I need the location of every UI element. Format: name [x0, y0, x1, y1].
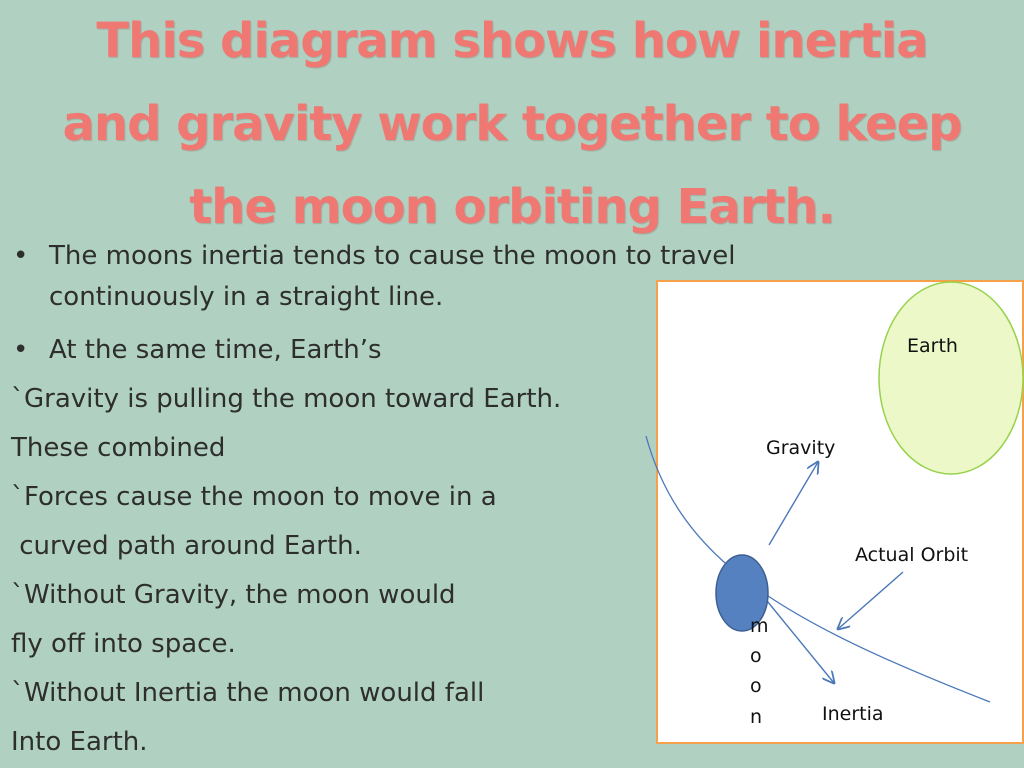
- bullet-marker: •: [13, 335, 29, 365]
- bullet-1-text: The moons inertia tends to cause the moon to travel: [49, 241, 736, 271]
- bullet-2-text: At the same time, Earth’s: [49, 335, 382, 365]
- earth-circle: [879, 282, 1023, 474]
- gravity-arrow: [769, 462, 818, 545]
- moon-letter: n: [750, 706, 763, 728]
- text-line-6: curved path around Earth.: [11, 531, 362, 561]
- inertia-label: Inertia: [822, 703, 884, 725]
- text-line-7: `Without Gravity, the moon would: [11, 580, 456, 610]
- title-line-3: the moon orbiting Earth.: [189, 179, 835, 235]
- moon-letter: m: [750, 615, 769, 637]
- text-line-9: `Without Inertia the moon would fall: [11, 678, 485, 708]
- text-line-4: These combined: [11, 433, 226, 463]
- actual-orbit-arrow: [838, 572, 903, 629]
- moon-letter: o: [750, 675, 762, 697]
- actual-orbit-label: Actual Orbit: [855, 544, 969, 566]
- orbit-path: [646, 436, 990, 702]
- title-line-1: This diagram shows how inertia: [96, 13, 928, 69]
- text-line-8: fly off into space.: [11, 629, 236, 659]
- text-line-5: `Forces cause the moon to move in a: [11, 482, 497, 512]
- moon-label: [750, 615, 769, 728]
- text-line-3: `Gravity is pulling the moon toward Earth.: [11, 384, 562, 414]
- bullet-marker: •: [13, 241, 29, 271]
- title-line-2: and gravity work together to keep: [62, 96, 962, 152]
- bullet-1-continuation: continuously in a straight line.: [49, 282, 444, 312]
- inertia-arrow: [763, 596, 834, 683]
- moon-letter: o: [750, 645, 762, 667]
- text-line-10: Into Earth.: [11, 727, 148, 757]
- earth-label: Earth: [907, 335, 958, 357]
- gravity-label: Gravity: [766, 437, 836, 459]
